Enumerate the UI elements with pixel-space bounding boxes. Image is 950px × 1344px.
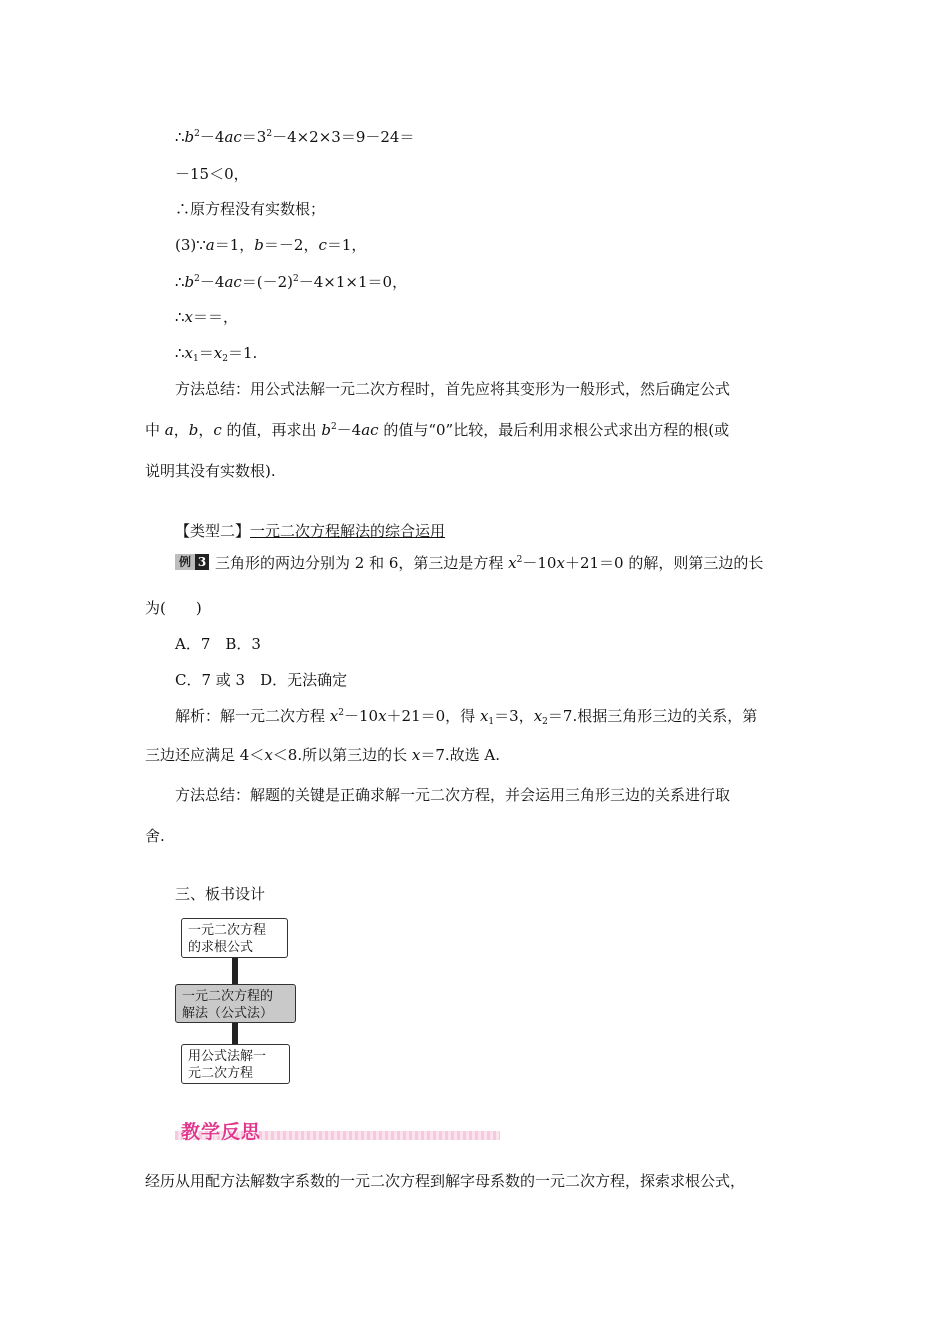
discriminant-result: －15＜0， bbox=[175, 165, 249, 183]
type-two-heading bbox=[175, 521, 445, 541]
board-node-formula-line-1: 一元二次方程 bbox=[188, 923, 267, 938]
board-node-formula-line-2: 的求根公式 bbox=[188, 940, 254, 955]
type-title: 一元二次方程解法的综合运用 bbox=[250, 522, 446, 540]
summary-1-line-a: 方法总结：用公式法解一元二次方程时，首先应将其变形为一般形式，然后确定公式 bbox=[175, 380, 731, 398]
analysis-line-2: 三边还应满足 4＜x＜8.所以第三边的长 x＝7.故选 A. bbox=[145, 746, 501, 764]
board-node-solve-line-1: 用公式法解一 bbox=[188, 1049, 267, 1064]
summary-2-line-b: 舍. bbox=[145, 827, 165, 845]
discriminant-line-2: $\therefore b^2-4ac=(-2)^2-4\times 1\times 1=0$， bbox=[175, 273, 408, 291]
board-design-heading: 三、板书设计 bbox=[175, 885, 266, 903]
board-node-formula bbox=[181, 918, 288, 958]
no-real-roots-line: ∴原方程没有实数根； bbox=[175, 200, 326, 218]
board-node-method-line-2: 解法（公式法） bbox=[182, 1006, 274, 1021]
root-formula-line: ∴x＝＝， bbox=[175, 308, 239, 326]
board-node-solve-line-2: 元二次方程 bbox=[188, 1066, 254, 1081]
board-node-method-line-1: 一元二次方程的 bbox=[182, 989, 274, 1004]
reflection-banner-title: 教学反思 bbox=[181, 1121, 262, 1143]
coefficients-line: (3)∵a＝1，b＝－2，c＝1， bbox=[175, 236, 367, 254]
type-bracket: 【类型二】 bbox=[175, 522, 251, 540]
discriminant-line-1: $\therefore b^2-4ac=3^2-4\times 2\times 3=9-24=$ bbox=[175, 128, 415, 146]
example-tag: 例 3 bbox=[175, 554, 209, 570]
summary-1-line-c: 说明其没有实数根). bbox=[145, 462, 276, 480]
board-node-method bbox=[175, 984, 296, 1023]
roots-line: $\therefore x_1=x_2=1$. bbox=[175, 344, 258, 364]
reflection-text: 经历从用配方法解数字系数的一元二次方程到解字母系数的一元二次方程，探索求根公式， bbox=[145, 1172, 746, 1190]
example-question-line-1: 例 3 三角形的两边分别为 2 和 6，第三边是方程 $x^2-10x+21=0$ 的解，则第三边的长 bbox=[175, 553, 763, 573]
example-question-line-2: 为( ) bbox=[145, 599, 202, 617]
summary-2-line-a: 方法总结：解题的关键是正确求解一元二次方程，并会运用三角形三边的关系进行取 bbox=[175, 786, 731, 804]
options-cd: C．7 或 3 D．无法确定 bbox=[175, 671, 348, 689]
reflection-banner bbox=[175, 1117, 500, 1143]
analysis-line-1: 解析：解一元二次方程 $x^2-10x+21=0$，得 $x_1=3$，$x_2=7$.根据三角形三边的关系，第 bbox=[175, 707, 758, 727]
summary-1-line-b: 中 a，b，c 的值，再求出 $b^2-4ac$ 的值与“0”比较，最后利用求根公式求出方程的根(或 bbox=[145, 421, 730, 439]
board-node-solve bbox=[181, 1044, 290, 1084]
board-connector-1 bbox=[232, 958, 238, 985]
options-ab: A．7 B．3 bbox=[175, 635, 261, 653]
board-connector-2 bbox=[232, 1023, 238, 1045]
